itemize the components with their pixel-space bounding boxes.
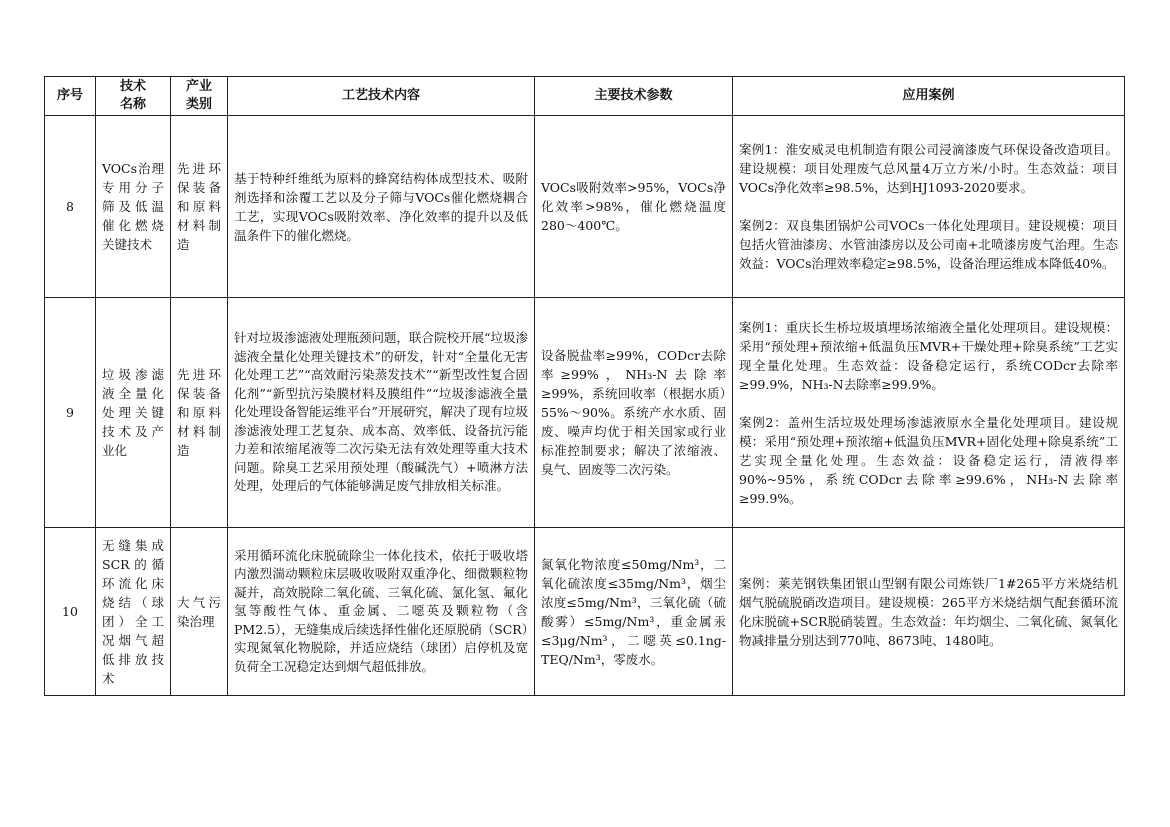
row-content: 针对垃圾渗滤液处理瓶颈问题，联合院校开展“垃圾渗滤液全量化处理关键技术”的研发，针对“全量化无害化处理工艺”“高效耐污染蒸发技术”“新型改性复合固化剂”“新型抗污染膜材料及膜组件”“垃圾渗滤液全量化处理设备智能运维平台”开展研究，解决了现有垃圾渗滤液处理工艺复杂、成本高、效率低、设备抗污能力差和浓缩尾液等二次污染无法有效处理等重大技术问题。除臭工艺采用预处理（酸碱洗气）+喷淋方法处理，处理后的气体能够满足废气排放相关标准。 [228, 298, 535, 528]
row-category: 大气污染治理 [171, 528, 228, 696]
row-no: 8 [45, 116, 96, 298]
row-no: 10 [45, 528, 96, 696]
case-1: 案例：莱芜钢铁集团银山型钢有限公司炼铁厂1#265平方米烧结机烟气脱硫脱硝改造项目。建设规模：265平方米烧结烟气配套循环流化床脱硫+SCR脱硝装置。生态效益：年均烟尘、二氧化硫、氮氧化物减排量分别达到770吨、8673吨、1480吨。 [739, 575, 1118, 648]
technology-table [44, 76, 1125, 696]
table-header-row [45, 77, 1125, 116]
row-no: 9 [45, 298, 96, 528]
header-cases: 应用案例 [733, 77, 1125, 116]
row-tech-name: 垃圾渗滤液全量化处理关键技术及产业化 [96, 298, 171, 528]
header-content: 工艺技术内容 [228, 77, 535, 116]
row-category: 先进环保装备和原料材料制造 [171, 116, 228, 298]
table-row [45, 116, 1125, 298]
header-category: 产业 类别 [171, 77, 228, 116]
row-cases [733, 116, 1125, 298]
table-row [45, 528, 1125, 696]
case-2: 案例2：双良集团锅炉公司VOCs一体化处理项目。建设规模：项目包括火管油漆房、水管油漆房以及公司南+北喷漆房废气治理。生态效益：VOCs治理效率稳定≥98.5%，设备治理运维成本降低40%。 [739, 218, 1118, 271]
document-page [44, 76, 1124, 696]
row-tech-name: VOCs治理专用分子筛及低温催化燃烧关键技术 [96, 116, 171, 298]
case-1: 案例1：淮安威灵电机制造有限公司浸滴漆废气环保设备改造项目。建设规模：项目处理废气总风量4万立方米/小时。生态效益：项目VOCs净化效率≥98.5%，达到HJ1093-2020要求。 [739, 142, 1118, 195]
row-content: 采用循环流化床脱硫除尘一体化技术，依托于吸收塔内激烈湍动颗粒床层吸收吸附双重净化、细微颗粒物凝并，高效脱除二氧化硫、三氧化硫、氯化氢、氟化氢等酸性气体、重金属、二噁英及颗粒物（含PM2.5），无缝集成后续选择性催化还原脱硝（SCR）实现氮氧化物脱除，并适应烧结（球团）启停机及宽负荷全工况稳定达到烟气超低排放。 [228, 528, 535, 696]
header-params: 主要技术参数 [535, 77, 733, 116]
row-category: 先进环保装备和原料材料制造 [171, 298, 228, 528]
case-2: 案例2：盖州生活垃圾处理场渗滤液原水全量化处理项目。建设规模：采用“预处理+预浓缩+低温负压MVR+固化处理+除臭系统”工艺实现全量化处理。生态效益：设备稳定运行，清液得率90%~95%，系统CODcr去除率≥99.6%，NH₃-N去除率≥99.9%。 [739, 414, 1118, 506]
row-params: VOCs吸附效率>95%，VOCs净化效率>98%，催化燃烧温度280～400℃。 [535, 116, 733, 298]
case-1: 案例1：重庆长生桥垃圾填埋场浓缩液全量化处理项目。建设规模：采用“预处理+预浓缩+低温负压MVR+干燥处理+除臭系统”工艺实现全量化处理。生态效益：设备稳定运行，系统CODcr去除率≥99.9%，NH₃-N去除率≥99.9%。 [739, 319, 1118, 392]
header-no: 序号 [45, 77, 96, 116]
row-content: 基于特种纤维纸为原料的蜂窝结构体成型技术、吸附剂选择和涂覆工艺以及分子筛与VOCs催化燃烧耦合工艺，实现VOCs吸附效率、净化效率的提升以及低温条件下的催化燃烧。 [228, 116, 535, 298]
row-cases [733, 528, 1125, 696]
row-params: 氮氧化物浓度≤50mg/Nm³，二氧化硫浓度≤35mg/Nm³，烟尘浓度≤5mg/Nm³，三氧化硫（硫酸雾）≤5mg/Nm³，重金属汞≤3μg/Nm³，二噁英≤0.1ng-TEQ/Nm³，零废水。 [535, 528, 733, 696]
row-cases [733, 298, 1125, 528]
table-row [45, 298, 1125, 528]
row-tech-name: 无缝集成SCR的循环流化床烧结（球团）全工况烟气超低排放技术 [96, 528, 171, 696]
row-params: 设备脱盐率≥99%，CODcr去除率≥99%，NH₃-N去除率≥99%，系统回收率（根据水质）55%～90%。系统产水水质、固废、噪声均优于相关国家或行业标准控制要求；解决了浓缩液、臭气、固废等二次污染。 [535, 298, 733, 528]
header-name: 技术 名称 [96, 77, 171, 116]
